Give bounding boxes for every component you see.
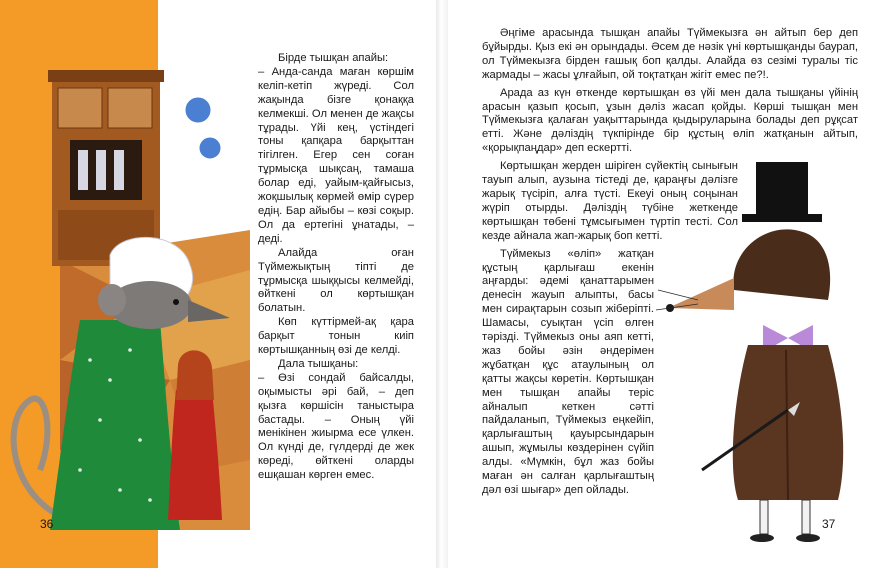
mole-illustration: [638, 140, 878, 550]
paragraph: Көртышқан жерден шіріген сүйектің сынығын тауып алып, аузына тістеді де, қараңғы дәлізге жарық түсіріп, алға түсті. Екеуі оның соңынан жүріп отырды. Дәліздің түбіне жеткенде көртышқан төбені тұмсығымен түртіп тесті. Сол кезде айнала жап-жарық боп кетті.: [482, 160, 738, 242]
paragraph: – Анда-санда маған көршім келіп-кетіп жүреді. Сол жақында бізге қонаққа келмекші. Ол менен де жақсы тұрады. Үйі кең, үстіндегі тоны қапқара барқыттан тігілген. Егер сен соған тұрмысқа шықсаң, тамаша болар еді, уайым-қайғысыз, жоқшылық көрмей өмір сүрер едің. Бар айыбы – көзі соқыр. Ол да ертегіні ұнатады, – деді.: [258, 65, 414, 245]
page-number: 37: [822, 517, 836, 531]
paragraph: Арада аз күн өткенде көртышқан өз үйі мен дала тышқаны үйінің арасын қазып қосып, ұзын дәліз жасап қойды. Көрші тышқан мен Түймекызға қалаған уақыттарында қыдыруларына болады деп рұқсат етті. Және дәліздің түкпірінде бір құстың өліп жатқанын айтып, «қорықпаңдар» деп ескертті.: [482, 86, 858, 155]
paragraph: Әңгіме арасында тышқан апайы Түймекызға ән айтып бер деп бұйырды. Қыз екі ән орындады. Әсем де нәзік үні көртышқанды баурап, ол Түймекызға бірден ғашық боп қалды. Алайда өз сезімі туралы тіс жармады – жасы ұлғайып, ой тоқтатқан жігіт емес пе?!.: [482, 27, 858, 81]
right-page: [448, 0, 890, 568]
paragraph: Көп күттірмей-ақ қара барқыт тонын киіп көртышқанның өзі де келді.: [258, 316, 414, 357]
paragraph: Түймекыз «өліп» жатқан құстың қарлығаш екенін аңғарды: әдемі қанаттарымен денесін жауып алыпты, басы мен сирақтарын созып жіберіпті. Шамасы, суықтан үсіп өлген тәрізді. Түймекыз оны аяп кетті, жаз бойы әзін әндерімен жұбатқан құс атаулының ол қатты жақсы көретін. Көртышқан мен тышқан апайы теріс айналып кеткен сәтті пайдаланып, Түймекыз еңкейіп, қарлығаштың қауырсындарын ашып, жұмылы көздерінен сүйіп алды. «Мүмкін, бұл жаз бойы маған ән салған қарлығаштың дәл өзі шығар» деп ойлады.: [482, 247, 654, 496]
left-page: [0, 0, 436, 568]
paragraph: Дала тышқаны:: [278, 357, 359, 370]
book-gutter: [436, 0, 448, 568]
left-page-text: [258, 52, 414, 483]
paragraph: – Өзі сондай байсалды, оқымысты әрі бай, – деп қызға көршісін таныстыра бастады. – Оның үйі менікінен жиырма есе үлкен. Ол күнді де, гүлдерді де жек көреді, өйткені оларды ешқашан көрген емес.: [258, 371, 414, 482]
mouse-and-girl-illustration: [0, 0, 250, 568]
paragraph: Алайда оған Түймежықтың тіпті де тұрмысқа шыққысы келмейді, өйткені ол көртышқан болатын.: [258, 246, 414, 315]
page-number: 36: [40, 517, 54, 531]
paragraph: Бірде тышқан апайы:: [278, 52, 389, 64]
cabinet: [48, 70, 222, 266]
